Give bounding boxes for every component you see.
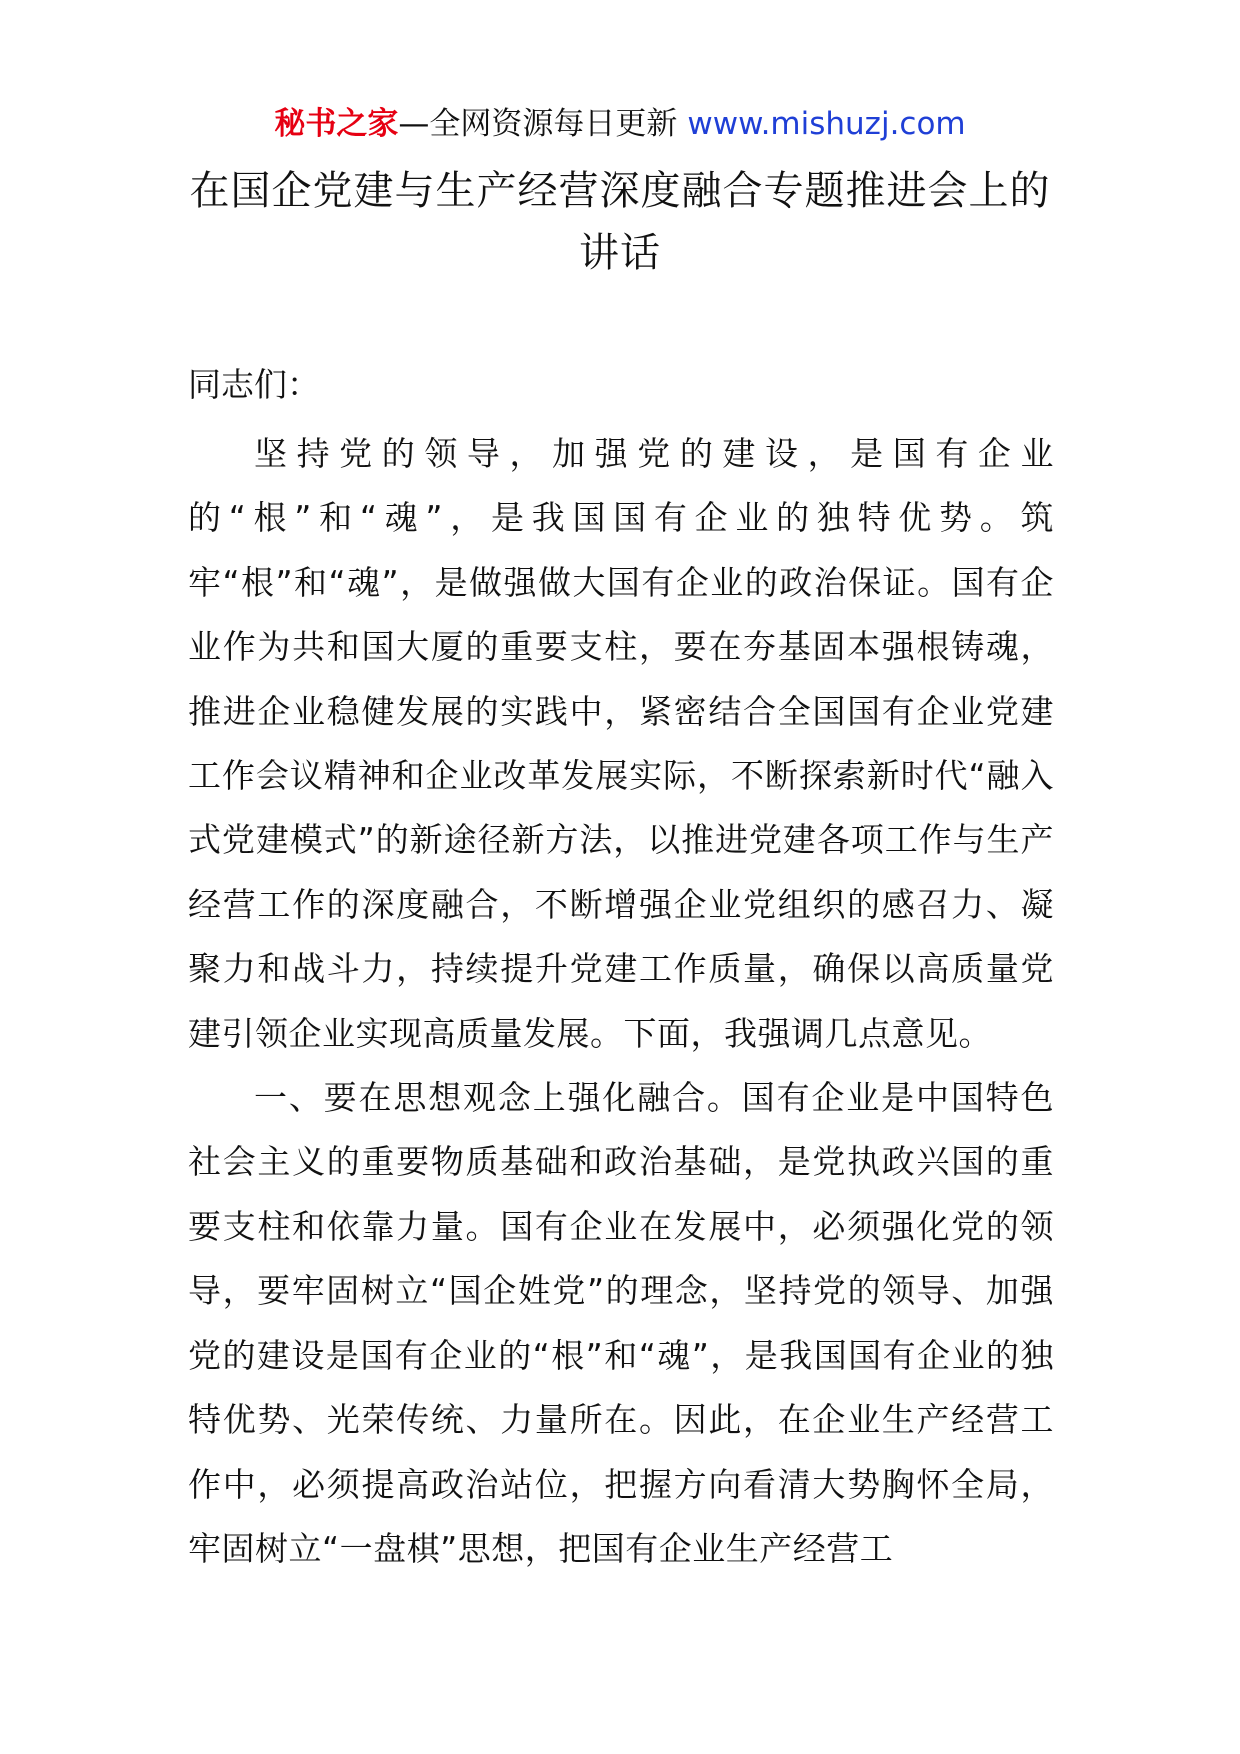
site-url-link[interactable]: www.mishuzj.com: [687, 106, 966, 142]
document-body: [188, 422, 1054, 1581]
paragraph-2: 一、要在思想观念上强化融合。国有企业是中国特色社会主义的重要物质基础和政治基础，是党执政兴国的重要支柱和依靠力量。国有企业在发展中，必须强化党的领导，要牢固树立“国企姓党”的理念，坚持党的领导、加强党的建设是国有企业的“根”和“魂”，是我国国有企业的独特优势、光荣传统、力量所在。因此，在企业生产经营工作中，必须提高政治站位，把握方向看清大势胸怀全局，牢固树立“一盘棋”思想，把国有企业生产经营工: [188, 1078, 1054, 1568]
site-banner: [0, 102, 1240, 146]
paragraph-1: 坚持党的领导，加强党的建设，是国有企业的“根”和“魂”，是我国国有企业的独特优势。筑牢“根”和“魂”，是做强做大国有企业的政治保证。国有企业作为共和国大厦的重要支柱，要在夯基固本强根铸魂，推进企业稳健发展的实践中，紧密结合全国国有企业党建工作会议精神和企业改革发展实际，不断探索新时代“融入式党建模式”的新途径新方法，以推进党建各项工作与生产经营工作的深度融合，不断增强企业党组织的感召力、凝聚力和战斗力，持续提升党建工作质量，确保以高质量党建引领企业实现高质量发展。下面，我强调几点意见。: [188, 434, 1054, 1053]
banner-slogan: —全网资源每日更新: [398, 106, 678, 142]
salutation: 同志们：: [188, 365, 320, 404]
document-title: 在国企党建与生产经营深度融合专题推进会上的讲话: [189, 168, 1051, 276]
brand-name: 秘书之家: [274, 106, 399, 142]
